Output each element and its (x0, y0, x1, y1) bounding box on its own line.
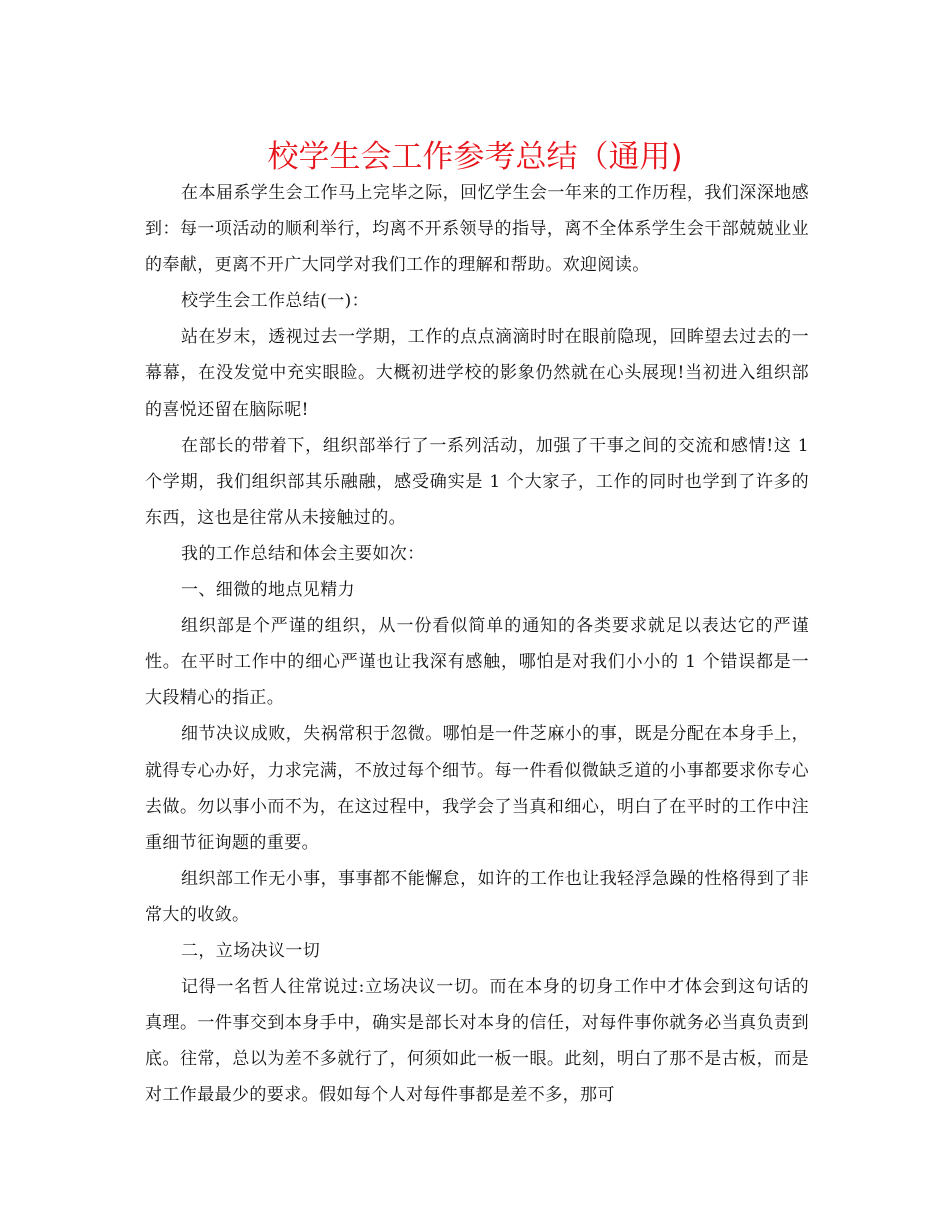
paragraph-no-small-matters: 组织部工作无小事，事事都不能懈怠，如许的工作也让我轻浮急躁的性格得到了非常大的收敛。 (145, 868, 809, 925)
paragraph-section-heading: 校学生会工作总结(一)： (181, 291, 370, 312)
paragraph-department-activities: 在部长的带着下，组织部举行了一系列活动，加强了干事之间的交流和感情!这 1 个学期，我们组织部其乐融融，感受确实是 1 个大家子，工作的同时也学到了许多的东西，这也是往常从未接触过的。 (145, 435, 809, 528)
paragraph-attitude: 记得一名哲人往常说过:立场决议一切。而在本身的切身工作中才体会到这句话的真理。一件事交到本身手中，确实是部长对本身的信任，对每件事你就务必当真负责到底。往常，总以为差不多就行了，何须如此一板一眼。此刻，明白了那不是古板，而是对工作最最少的要求。假如每个人对每件事都是差不多，那可 (145, 977, 809, 1106)
paragraph-summary-intro: 我的工作总结和体会主要如次： (181, 543, 425, 564)
paragraph-year-end: 站在岁末，透视过去一学期，工作的点点滴滴时时在眼前隐现，回眸望去过去的一幕幕，在没发觉中充实眼睑。大概初进学校的影象仍然就在心头展现!当初进入组织部的喜悦还留在脑际呢! (145, 327, 809, 420)
paragraph-heading-one: 一、细微的地点见精力 (181, 580, 355, 601)
document-title: 校学生会工作参考总结（通用) (267, 139, 683, 175)
paragraph-intro: 在本届系学生会工作马上完毕之际，回忆学生会一年来的工作历程，我们深深地感到：每一项活动的顺利举行，均离不开系领导的指导，离不全体系学生会干部兢兢业业的奉献，更离不开广大同学对我们工作的理解和帮助。欢迎阅读。 (145, 183, 809, 276)
paragraph-heading-two: 二，立场决议一切 (181, 940, 321, 961)
paragraph-details: 细节决议成败，失祸常积于忽微。哪怕是一件芝麻小的事，既是分配在本身手上，就得专心办好，力求完满，不放过每个细节。每一件看似微缺乏道的小事都要求你专心去做。勿以事小而不为，在这过程中，我学会了当真和细心，明白了在平时的工作中注重细节征询题的重要。 (145, 724, 809, 853)
paragraph-rigor: 组织部是个严谨的组织，从一份看似简单的通知的各类要求就足以表达它的严谨性。在平时工作中的细心严谨也让我深有感触，哪怕是对我们小小的 1 个错误都是一大段精心的指正。 (145, 616, 809, 709)
document-body (145, 175, 809, 1113)
